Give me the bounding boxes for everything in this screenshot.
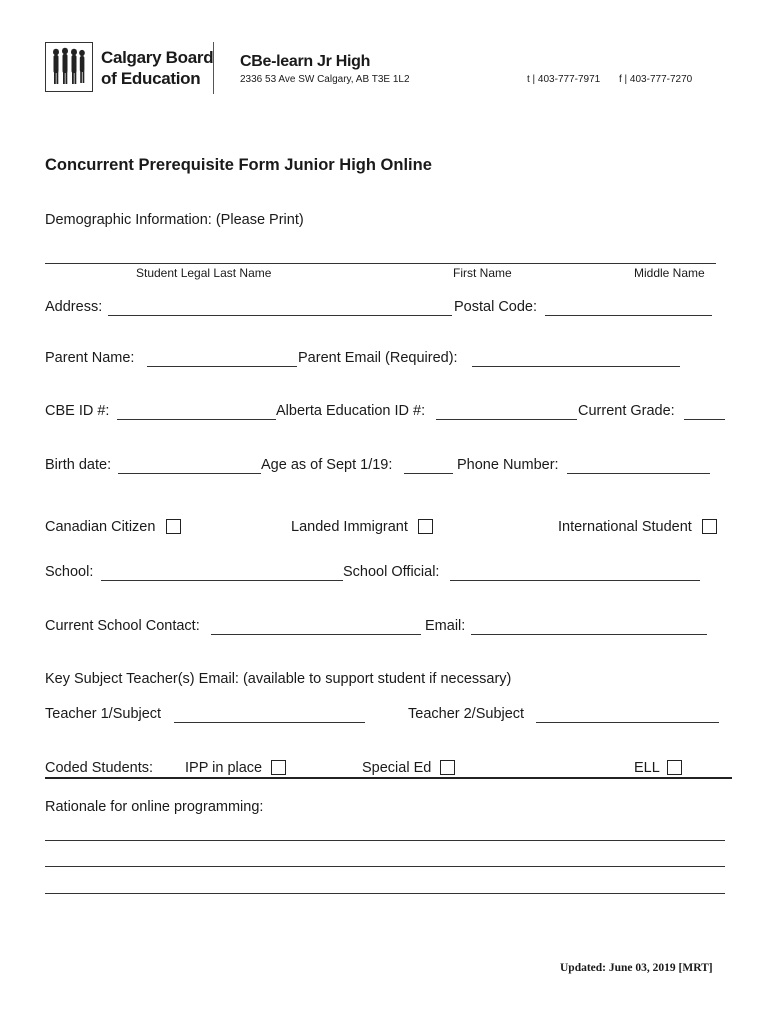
teacher1-field[interactable]: [174, 722, 365, 723]
cbe-logo: [45, 42, 93, 92]
international-student-label: International Student: [558, 519, 692, 535]
school-name: CBe-learn Jr High: [240, 53, 371, 70]
phone-label: Phone Number:: [457, 457, 559, 473]
rationale-label: Rationale for online programming:: [45, 799, 264, 815]
birth-date-field[interactable]: [118, 473, 261, 474]
landed-immigrant-label: Landed Immigrant: [291, 519, 408, 535]
teacher2-field[interactable]: [536, 722, 719, 723]
cbe-id-label: CBE ID #:: [45, 403, 110, 419]
school-field[interactable]: [101, 580, 343, 581]
form-title: Concurrent Prerequisite Form Junior High Online: [45, 156, 432, 174]
school-official-field[interactable]: [450, 580, 700, 581]
current-grade-label: Current Grade:: [578, 403, 675, 419]
caption-middle-name: Middle Name: [634, 266, 705, 280]
school-fax: f | 403-777-7270: [619, 74, 693, 85]
age-label: Age as of Sept 1/19:: [261, 457, 393, 473]
ab-ed-id-field[interactable]: [436, 419, 577, 420]
birth-date-label: Birth date:: [45, 457, 112, 473]
people-silhouette-icon: [46, 43, 91, 90]
school-contact-field[interactable]: [211, 634, 421, 635]
special-ed-checkbox[interactable]: [440, 760, 455, 775]
coded-students-label: Coded Students:: [45, 760, 154, 776]
international-student-checkbox[interactable]: [702, 519, 717, 534]
ell-label: ELL: [634, 760, 660, 776]
postal-code-field[interactable]: [545, 315, 712, 316]
phone-field[interactable]: [567, 473, 710, 474]
org-name-line2: of Education: [101, 69, 201, 88]
canadian-citizen-label: Canadian Citizen: [45, 519, 156, 535]
special-ed-label: Special Ed: [362, 760, 432, 776]
postal-code-label: Postal Code:: [454, 299, 538, 315]
address-field[interactable]: [108, 315, 452, 316]
student-name-field[interactable]: [45, 263, 716, 264]
parent-name-label: Parent Name:: [45, 350, 135, 366]
org-name-line1: Calgary Board: [101, 48, 214, 67]
ipp-label: IPP in place: [185, 760, 263, 776]
school-official-label: School Official:: [343, 564, 440, 580]
teacher-heading: Key Subject Teacher(s) Email: (available to support student if necessary): [45, 671, 512, 687]
rationale-line-3[interactable]: [45, 893, 725, 894]
school-contact-label: Current School Contact:: [45, 618, 200, 634]
ell-checkbox[interactable]: [667, 760, 682, 775]
caption-first-name: First Name: [453, 266, 512, 280]
caption-last-name: Student Legal Last Name: [136, 266, 272, 280]
contact-email-field[interactable]: [471, 634, 707, 635]
parent-name-field[interactable]: [147, 366, 297, 367]
rationale-line-2[interactable]: [45, 866, 725, 867]
parent-email-field[interactable]: [472, 366, 680, 367]
teacher2-label: Teacher 2/Subject: [408, 706, 525, 722]
updated-note: Updated: June 03, 2019 [MRT]: [560, 962, 713, 974]
contact-email-label: Email:: [425, 618, 466, 634]
rationale-line-1[interactable]: [45, 840, 725, 841]
ab-ed-id-label: Alberta Education ID #:: [276, 403, 426, 419]
school-label: School:: [45, 564, 94, 580]
canadian-citizen-checkbox[interactable]: [166, 519, 181, 534]
current-grade-field[interactable]: [684, 419, 725, 420]
demographic-heading: Demographic Information: (Please Print): [45, 212, 304, 228]
teacher1-label: Teacher 1/Subject: [45, 706, 162, 722]
school-address: 2336 53 Ave SW Calgary, AB T3E 1L2: [240, 74, 410, 85]
landed-immigrant-checkbox[interactable]: [418, 519, 433, 534]
address-label: Address:: [45, 299, 103, 315]
age-field[interactable]: [404, 473, 453, 474]
header-divider: [213, 42, 214, 94]
parent-email-label: Parent Email (Required):: [298, 350, 458, 366]
section-divider: [45, 777, 732, 779]
ipp-checkbox[interactable]: [271, 760, 286, 775]
cbe-id-field[interactable]: [117, 419, 276, 420]
school-phone: t | 403-777-7971: [527, 74, 601, 85]
